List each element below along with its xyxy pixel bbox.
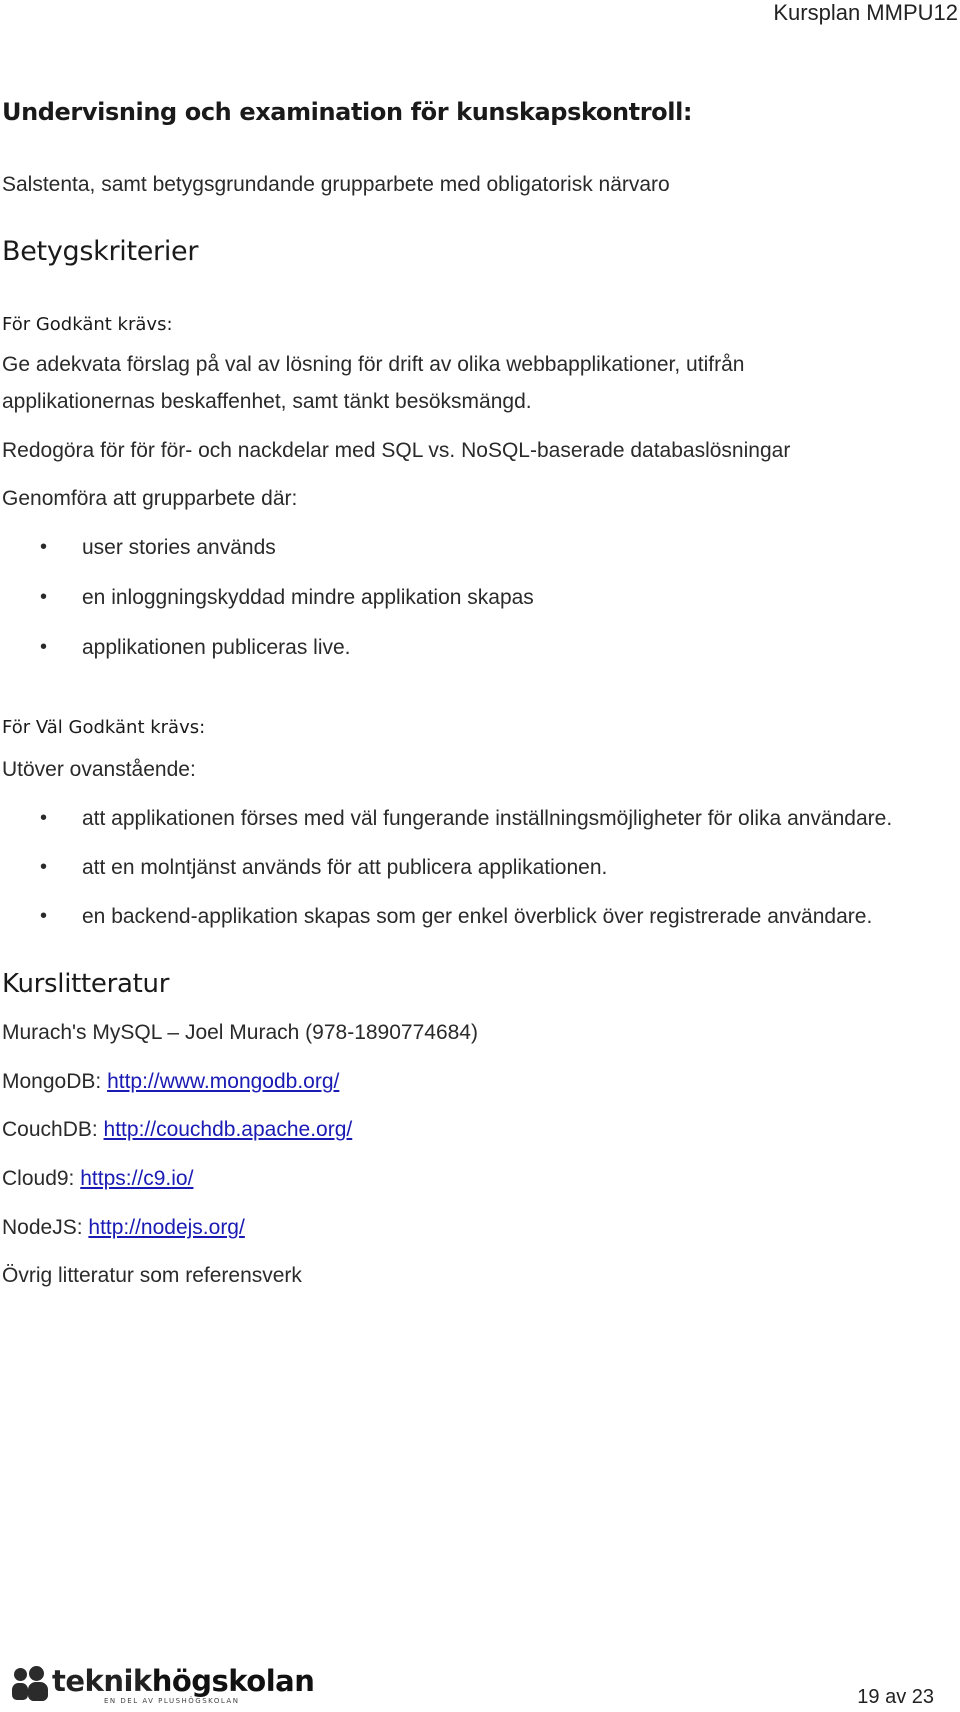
literature-heading: Kurslitteratur: [2, 969, 170, 999]
distinction-intro: Utöver ovanstående:: [2, 758, 196, 781]
couchdb-link[interactable]: http://couchdb.apache.org/: [103, 1118, 353, 1141]
pass-line-3: Redogöra för för för- och nackdelar med SQL vs. NoSQL-baserade databaslösningar: [2, 439, 791, 462]
literature-book: Murach's MySQL – Joel Murach (978-1890774684): [2, 1021, 478, 1044]
nodejs-link[interactable]: http://nodejs.org/: [88, 1216, 245, 1239]
teknikhogskolan-logo: [12, 1666, 314, 1705]
literature-link-row: [2, 1168, 193, 1189]
pass-line-4: Genomföra att grupparbete där:: [2, 487, 298, 510]
bullet-marker: •: [40, 636, 48, 658]
page-number: 19 av 23: [857, 1686, 934, 1708]
logo-word-hogskolan: högskolan: [151, 1664, 315, 1698]
link-label-couchdb: CouchDB:: [2, 1118, 104, 1141]
literature-other: Övrig litteratur som referensverk: [2, 1264, 302, 1287]
bullet-marker: •: [40, 536, 48, 558]
document-code: Kursplan MMPU12: [773, 0, 958, 25]
bullet-marker: •: [40, 586, 48, 608]
literature-link-row: [2, 1071, 339, 1092]
pass-bullet-2: en inloggningskyddad mindre applikation skapas: [82, 586, 534, 609]
cloud9-link[interactable]: https://c9.io/: [80, 1167, 194, 1190]
pass-heading: För Godkänt krävs:: [2, 314, 173, 335]
grading-heading: Betygskriterier: [2, 236, 199, 267]
teaching-text: Salstenta, samt betygsgrundande grupparbete med obligatorisk närvaro: [2, 173, 670, 196]
mongodb-link[interactable]: http://www.mongodb.org/: [107, 1070, 340, 1093]
teaching-heading: Undervisning och examination för kunskapskontroll:: [2, 98, 693, 126]
link-label-nodejs: NodeJS:: [2, 1216, 89, 1239]
people-logo-icon: [12, 1666, 48, 1702]
logo-word-teknik: teknik: [52, 1664, 152, 1698]
pass-line-1: Ge adekvata förslag på val av lösning för drift av olika webbapplikationer, utifrån: [2, 353, 745, 376]
bullet-marker: •: [40, 856, 48, 878]
link-label-cloud9: Cloud9:: [2, 1167, 81, 1190]
literature-link-row: [2, 1119, 352, 1140]
distinction-bullet-1: att applikationen förses med väl fungerande inställningsmöjligheter för olika användare.: [82, 807, 893, 830]
pass-bullet-3: applikationen publiceras live.: [82, 636, 351, 659]
pass-bullet-1: user stories används: [82, 536, 276, 559]
logo-tagline: EN DEL AV PLUSHÖGSKOLAN: [104, 1697, 240, 1705]
literature-link-row: [2, 1217, 245, 1238]
distinction-bullet-2: att en molntjänst används för att publicera applikationen.: [82, 856, 608, 879]
pass-line-2: applikationernas beskaffenhet, samt tänkt besöksmängd.: [2, 390, 532, 413]
bullet-marker: •: [40, 807, 48, 829]
bullet-marker: •: [40, 905, 48, 927]
link-label-mongodb: MongoDB:: [2, 1070, 108, 1093]
distinction-heading: För Väl Godkänt krävs:: [2, 717, 206, 738]
distinction-bullet-3: en backend-applikation skapas som ger enkel överblick över registrerade användare.: [82, 905, 873, 928]
